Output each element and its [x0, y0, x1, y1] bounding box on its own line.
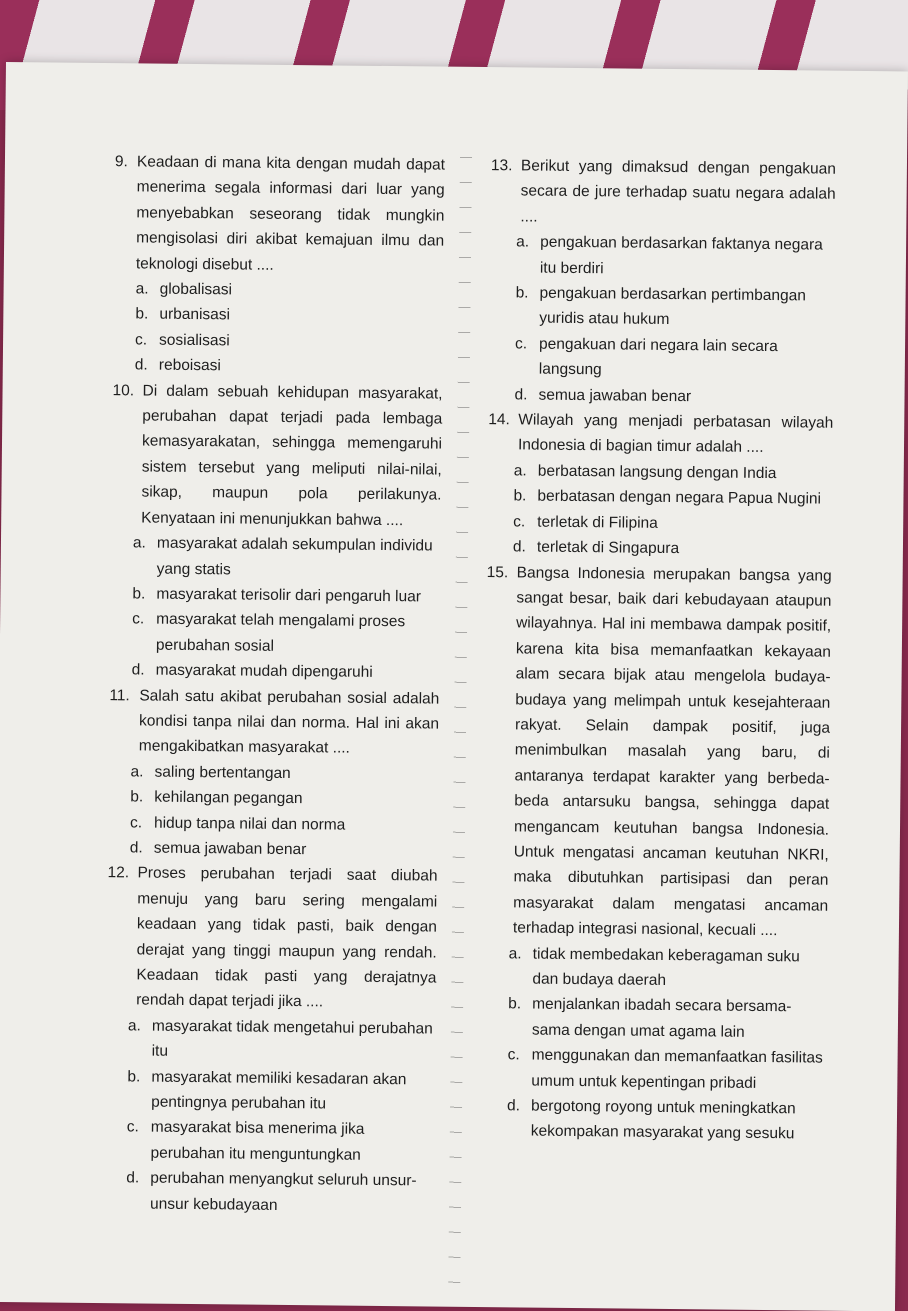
option-letter: d. [129, 839, 143, 857]
question-block [488, 153, 836, 411]
question-number: 13. [490, 157, 513, 175]
option-letter: b. [135, 305, 149, 323]
option-text: pengakuan berdasarkan pertimbangan yuridis atau hukum [539, 284, 806, 329]
question-number: 9. [114, 153, 128, 171]
option-text: perubahan menyangkut seluruh unsur-unsur kebudayaan [149, 1169, 417, 1214]
question-text: Bangsa Indonesia merupakan bangsa yang sangat besar, baik dari kebudayaan ataupun wilayahnya. Hal ini membawa dampak positif, karena kita bisa memanfaatkan kekayaan alam secara bijak atau mengelola budaya-budaya yang melimpah untuk kesejahteraan rakyat. Selain dampak positif, juga menimbulkan masalah yang baru, di antaranya terdapat karakter yang berbeda-beda antarsuku bangsa, sehingga dapat mengancam keutuhan bangsa Indonesia. Untuk mengatasi ancaman keutuhan NKRI, maka dibutuhkan partisipasi dan peran masyarakat dalam mengatasi ancaman terhadap integrasi nasional, kecuali .... [512, 563, 832, 940]
worksheet-page [0, 62, 908, 1311]
question-number: 10. [112, 381, 135, 400]
option-text: hidup tanpa nilai dan norma [153, 814, 346, 834]
question-number: 11. [109, 686, 130, 704]
question-text: Berikut yang dimaksud dengan pengakuan secara de jure terhadap suatu negara adalah .... [520, 157, 837, 226]
question-block [113, 149, 445, 381]
option-text: menggunakan dan memanfaatkan fasilitas umum untuk kepentingan pribadi [531, 1046, 823, 1092]
question-block [108, 683, 440, 864]
option-letter: c. [514, 335, 528, 353]
option-letter: a. [130, 763, 144, 781]
binding-line [448, 147, 472, 1287]
option-letter: b. [515, 284, 529, 302]
option-letter: b. [130, 788, 144, 806]
option-letter: d. [512, 538, 526, 556]
option-letter: d. [507, 1097, 521, 1115]
option-text: sosialisasi [159, 331, 230, 350]
question-number: 14. [488, 411, 510, 429]
option-text: masyarakat adalah sekumpulan individu yang statis [156, 534, 433, 578]
option-text: masyarakat tidak mengetahui perubahan itu [151, 1017, 433, 1060]
question-number: 12. [107, 864, 130, 882]
option-text: berbatasan langsung dengan India [537, 462, 777, 482]
option-text: menjalankan ibadah secara bersama-sama dengan umat agama lain [531, 995, 792, 1041]
option-letter: b. [132, 585, 146, 603]
option-letter: c. [513, 513, 526, 531]
option-letter: a. [135, 280, 149, 298]
option-letter: c. [126, 1118, 140, 1136]
option-text: semua jawaban benar [538, 386, 692, 405]
option-letter: a. [516, 233, 530, 251]
option-text: masyarakat telah mengalami proses perubahan sosial [155, 610, 406, 655]
option-letter: c. [129, 813, 143, 832]
left-column [104, 149, 445, 1219]
option-letter: d. [514, 386, 528, 404]
option-text: pengakuan dari negara lain secara langsung [538, 335, 778, 379]
option-letter: c. [135, 331, 148, 349]
option-letter: a. [127, 1017, 141, 1035]
option-text: terletak di Filipina [537, 513, 658, 532]
option-text: tidak membedakan keberagaman suku dan budaya daerah [532, 945, 800, 989]
option-letter: b. [508, 995, 522, 1013]
option-letter: b. [127, 1067, 141, 1086]
option-letter: d. [134, 356, 148, 374]
option-text: masyarakat terisolir dari pengaruh luar [156, 585, 421, 606]
option-text: masyarakat memiliki kesadaran akan pentingnya perubahan itu [151, 1068, 407, 1113]
option-text: globalisasi [159, 280, 233, 299]
question-number: 15. [486, 563, 509, 581]
question-text: Proses perubahan terjadi saat diubah menuju yang baru sering mengalami keadaan yang tidak pasti, baik dengan derajat yang tinggi maupun yang rendah. Keadaan tidak pasti yang derajatnya rendah dapat terjadi jika .... [136, 864, 438, 1011]
question-block [104, 860, 438, 1219]
option-text: berbatasan dengan negara Papua Nugini [537, 487, 822, 508]
question-block [110, 378, 443, 686]
question-text: Salah satu akibat perubahan sosial adalah kondisi tanpa nilai dan norma. Hal ini akan mengakibatkan masyarakat .... [138, 686, 440, 757]
option-letter: b. [513, 487, 527, 505]
option-text: urbanisasi [159, 306, 231, 324]
option-letter: c. [132, 610, 145, 628]
right-column [481, 153, 836, 1147]
option-text: reboisasi [158, 356, 221, 375]
option-text: masyarakat bisa menerima jika perubahan itu menguntungkan [150, 1119, 365, 1164]
option-text: pengakuan berdasarkan faktanya negara itu berdiri [539, 233, 823, 277]
option-letter: a. [508, 944, 522, 963]
option-letter: a. [132, 534, 146, 552]
option-text: semua jawaban benar [153, 839, 307, 859]
question-block [481, 560, 832, 1148]
option-letter: a. [513, 462, 527, 480]
option-letter: c. [507, 1046, 520, 1064]
question-text: Di dalam sebuah kehidupan masyarakat, perubahan dapat terjadi pada lembaga kemasyarakatan, sehingga memengaruhi sistem tersebut yang meliputi nilai-nilai, sikap, maupun pola perilakunya. Kenyataan ini menunjukkan bahwa .... [141, 382, 443, 529]
option-text: terletak di Singapura [536, 538, 680, 558]
option-letter: d. [131, 661, 145, 679]
question-text: Wilayah yang menjadi perbatasan wilayah Indonesia di bagian timur adalah .... [517, 411, 834, 457]
question-block [487, 407, 834, 563]
option-text: saling bertentangan [154, 763, 291, 782]
option-text: masyarakat mudah dipengaruhi [155, 661, 373, 681]
option-text: bergotong royong untuk meningkatkan kekompakan masyarakat yang sesuku [530, 1097, 796, 1143]
question-text: Keadaan di mana kita dengan mudah dapat menerima segala informasi dari luar yang menyebabkan seseorang tidak mungkin mengisolasi diri akibat kemajuan ilmu dan teknologi disebut .... [135, 153, 446, 274]
option-text: kehilangan pegangan [154, 788, 303, 808]
option-letter: d. [126, 1169, 140, 1187]
